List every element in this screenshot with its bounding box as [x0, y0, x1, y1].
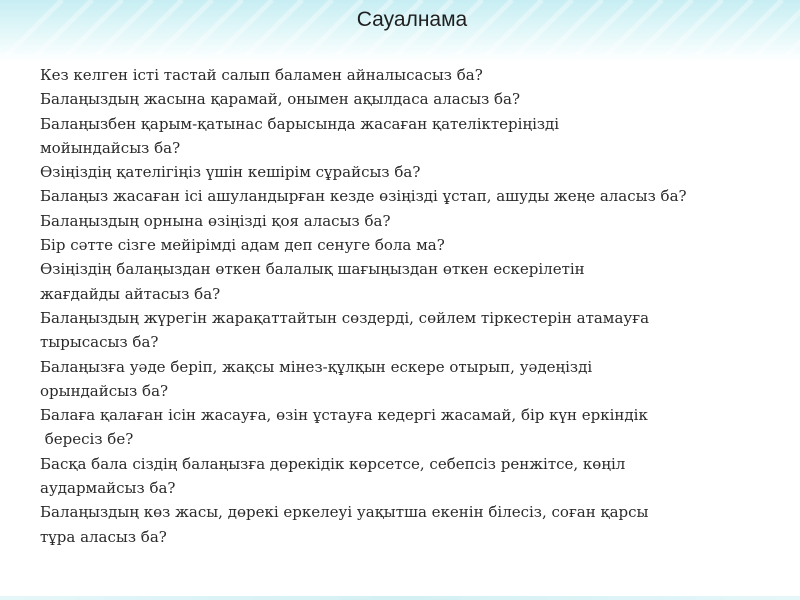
- slide-title: Сауалнама: [356, 8, 468, 31]
- question-line: тырысасыз ба?: [40, 333, 159, 352]
- question-line: Балаңыздың жасына қарамай, онымен ақылдаса аласыз ба?: [40, 90, 521, 109]
- question-line: орындайсыз ба?: [40, 381, 169, 400]
- question-line: Өзіңіздің қателігіңіз үшін кешірім сұрайсыз ба?: [40, 163, 421, 182]
- question-line: бересіз бе?: [40, 430, 134, 449]
- question-line: аудармайсыз ба?: [40, 479, 176, 498]
- question-line: Балаңызға уәде беріп, жақсы мінез-құлқын ескере отырып, уәдеңізді: [40, 357, 593, 376]
- question-line: Өзіңіздің балаңыздан өткен балалық шағыңыздан өткен ескерілетін: [40, 260, 585, 279]
- question-line: Балаңыз жасаған ісі ашуландырған кезде өзіңізді ұстап, ашуды жеңе аласыз ба?: [40, 187, 687, 206]
- question-line: Бір сәтте сізге мейірімді адам деп сенуге бола ма?: [40, 236, 445, 255]
- question-line: Балаңыздың көз жасы, дөрекі еркелеуі уақытша екенін білесіз, соған қарсы: [40, 503, 649, 522]
- question-line: тұра аласыз ба?: [40, 527, 167, 546]
- question-line: Балаңызбен қарым-қатынас барысында жасаған қателіктеріңізді: [40, 114, 560, 133]
- question-line: Балаңыздың жүрегін жарақаттайтын сөздерді, сөйлем тіркестерін атамауға: [40, 308, 650, 327]
- question-line: жағдайды айтасыз ба?: [40, 284, 221, 303]
- questionnaire-list: [40, 63, 760, 549]
- bottom-accent: [0, 596, 800, 600]
- question-line: Басқа бала сіздің балаңызға дөрекідік көрсетсе, себепсіз ренжітсе, көңіл: [40, 454, 626, 473]
- question-line: Кез келген істі тастай салып баламен айналысасыз ба?: [40, 66, 483, 84]
- question-line: мойындайсыз ба?: [40, 138, 181, 157]
- question-line: Балаңыздың орнына өзіңізді қоя аласыз ба?: [40, 211, 391, 230]
- question-line: Балаға қалаған ісін жасауға, өзін ұстауға кедергі жасамай, бір күн еркіндік: [40, 406, 648, 425]
